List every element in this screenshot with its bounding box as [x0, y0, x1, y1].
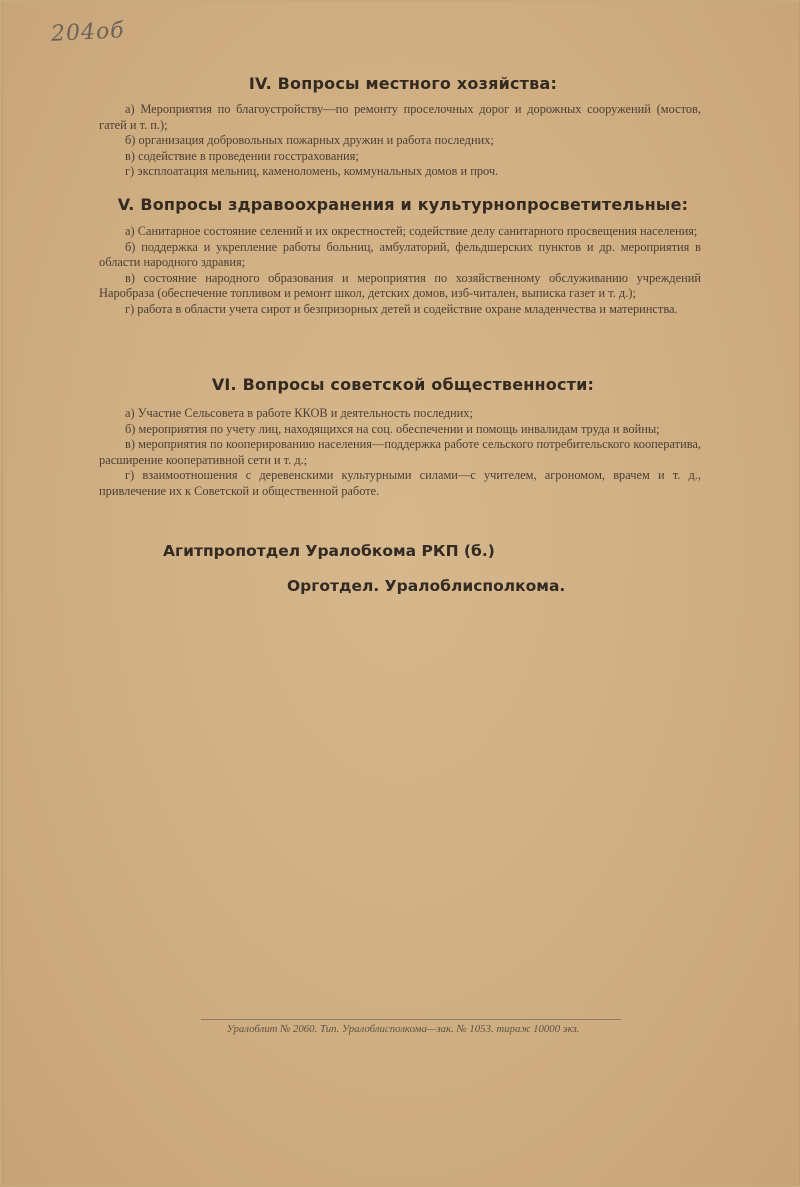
section-iv-item-d: г) эксплоатация мельниц, каменоломень, коммунальных домов и проч. — [125, 164, 499, 179]
archive-page-number: 204об — [50, 18, 126, 47]
signature-agitprop: Агитпропотдел Уралобкома РКП (б.) — [163, 542, 495, 560]
printing-imprint: Уралоблит № 2060. Тип. Уралоблисполкома—зак. № 1053. тираж 10000 экз. — [226, 1023, 580, 1035]
section-v-item-a: а) Санитарное состояние селений и их окрестностей; содействие делу санитарного просвещения населения; — [125, 224, 698, 238]
signature-orgotdel: Орготдел. Уралоблисполкома. — [287, 577, 566, 595]
section-iv-item-b: б) организация добровольных пожарных дружин и работа последних; — [125, 133, 494, 148]
section-iv-item-c: в) содействие в проведении госстрахования; — [125, 148, 359, 163]
section-iv-items — [99, 102, 701, 180]
section-vi-item-d: г) взаимоотношения с деревенскими культурными силами—с учителем, агрономом, врачем и т. д., привлечение их к Советской и общественной работе. — [99, 468, 701, 498]
section-v-item-c: в) состояние народного образования и мероприятия по хозяйственному обслуживанию учреждений Наробраза (обеспечение топливом и ремонт школ, детских домов, изб-читален, выписка газет и т. д.); — [99, 270, 701, 301]
section-iv-item-a: а) Мероприятия по благоустройству—по ремонту проселочных дорог и дорожных сооружений (мостов, гатей и т. п.); — [99, 102, 701, 132]
section-vi-heading: VI. Вопросы советской общественности: — [211, 375, 595, 394]
section-vi-item-b: б) мероприятия по учету лиц, находящихся на соц. обеспечении и помощь инвалидам труда и войны; — [125, 421, 660, 436]
section-vi-items — [99, 406, 701, 500]
section-vi-item-a: а) Участие Сельсовета в работе ККОВ и деятельность последних; — [125, 406, 473, 420]
document-page — [2, 2, 800, 1185]
section-v-item-b: б) поддержка и укрепление работы больниц, амбулаторий, фельдшерских пунктов и др. мероприятия в области народного здравия; — [99, 239, 701, 270]
section-v-items — [99, 224, 701, 318]
section-vi-item-c: в) мероприятия по кооперированию населения—поддержка работе сельского потребительского кооператива, расширение кооперативной сети и т. д.; — [99, 437, 701, 467]
section-v-item-d: г) работа в области учета сирот и безпризорных детей и содействие охране младенчества и материнства. — [125, 301, 678, 316]
section-iv-heading: IV. Вопросы местного хозяйства: — [248, 74, 558, 93]
footer-rule — [201, 1019, 621, 1020]
section-v-heading: V. Вопросы здравоохранения и культурнопросветительные: — [117, 195, 689, 214]
